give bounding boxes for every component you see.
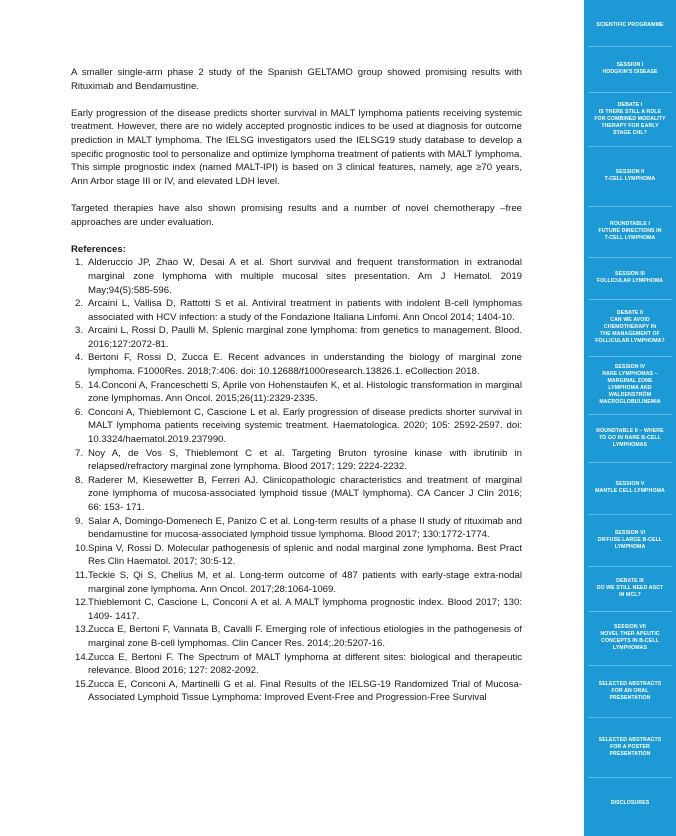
reference-text: Teckie S, Qi S, Chelius M, et al. Long-term outcome of 487 patients with early-stage extra-nodal marginal zone lymphoma. Ann Oncol. 2017;28:1064-1069. <box>88 569 522 595</box>
sidebar-nav-item[interactable] <box>584 93 676 145</box>
sidebar-nav-line: FOR A POSTER <box>610 743 650 750</box>
sidebar-nav-line: ROUNDTABLE II – WHERE <box>596 427 664 434</box>
reference-number: 1. <box>75 257 84 269</box>
sidebar-nav-line: SESSION VI <box>614 529 646 536</box>
sidebar-nav-line: DEBATE I <box>617 101 643 108</box>
reference-number: 12. <box>75 597 89 609</box>
sidebar-nav-line: STAGE CHL? <box>613 129 647 136</box>
reference-text: Zucca E, Bertoni F. The Spectrum of MALT lymphoma at different sites: biological and therapeutic relevance. Blood 2016; 127: 2082-2092. <box>88 651 522 677</box>
sidebar-nav-label <box>595 737 666 758</box>
sidebar-nav-line: FOR COMBINED MODALITY <box>594 115 666 122</box>
sidebar-nav-label <box>590 102 669 137</box>
reference-item <box>71 569 522 596</box>
sidebar-nav-label <box>594 530 666 551</box>
sidebar-nav-line: SESSION VII <box>614 624 646 630</box>
sidebar-nav-label <box>593 578 668 599</box>
reference-item <box>71 515 522 542</box>
sidebar-nav-item[interactable] <box>584 147 676 205</box>
paragraph: Targeted therapies have also shown promising results and a number of novel chemotherapy –free approaches are under evaluation. <box>71 202 522 228</box>
sidebar-nav-line: ROUNDTABLE I <box>609 221 650 227</box>
sidebar-nav-label <box>592 428 667 449</box>
sidebar-nav-item[interactable] <box>584 300 676 355</box>
sidebar-nav-item[interactable] <box>584 666 676 716</box>
sidebar-navigation <box>584 0 676 836</box>
references-heading: References: <box>71 243 126 255</box>
reference-item <box>71 678 522 705</box>
sidebar-nav-item[interactable] <box>584 718 676 776</box>
reference-text: Salar A, Domingo-Domenech E, Panizo C et al. Long-term results of a phase II study of rituximab and bendamustine for mucosa-associated lymphoid tissue lymphoma. Blood 2017; 130:1772-1774. <box>88 515 522 541</box>
reference-text: Thieblemont C, Cascione L, Conconi A et al. A MALT lymphoma prognostic index. Blood 2017; 130: 1409- 1417. <box>88 597 522 622</box>
sidebar-nav-line: T-CELL LYMPHOMA <box>604 176 656 182</box>
sidebar-nav-label <box>594 221 665 242</box>
sidebar-nav-item[interactable] <box>584 415 676 461</box>
sidebar-nav-line: THE MANAGEMENT OF <box>600 331 660 337</box>
sidebar-nav-label <box>591 481 669 495</box>
sidebar-nav-line: SESSION III <box>615 271 645 277</box>
sidebar-nav-line: MARGINAL ZONE <box>607 378 653 384</box>
reference-number: 4. <box>75 352 84 364</box>
sidebar-nav-line: DISCLOSURES <box>610 799 650 806</box>
sidebar-nav-line: FOR AN ORAL <box>611 687 649 694</box>
reference-text: 14.Conconi A, Franceschetti S, Aprile von Hohenstaufen K, et al. Histologic transformation in marginal zone lymphomas. Ann Oncol. 2015;26(11):2329-2335. <box>88 379 522 405</box>
reference-text: Zucca E, Conconi A, Martinelli G et al. Final Results of the IELSG-19 Randomized Trial of Mucosa-Associated Lymphoid Tissue Lymphoma: Improved Event-Free and Progression-Free Survival <box>88 678 522 704</box>
sidebar-nav-line: SESSION IV <box>614 364 646 370</box>
sidebar-nav-line: CONCEPTS IN B-CELL <box>601 638 659 644</box>
sidebar-nav-item[interactable] <box>584 612 676 664</box>
reference-text: Noy A, de Vos S, Thieblemont C et al. Targeting Bruton tyrosine kinase with ibrutinib in relapsed/refractory marginal zone lymphoma. Blood 2017; 129: 2224-2232. <box>88 447 522 473</box>
sidebar-nav-line: IS THERE STILL A ROLE <box>598 108 662 115</box>
reference-item <box>71 623 522 650</box>
sidebar-nav-line: DO WE STILL NEED ASCT <box>596 585 664 591</box>
sidebar-nav-line: T-CELL LYMPHOMA <box>604 235 656 241</box>
sidebar-nav-label <box>595 364 664 406</box>
sidebar-nav-label <box>601 169 660 183</box>
reference-text: Alderuccio JP, Zhao W, Desai A et al. Short survival and frequent transformation in extranodal marginal zone lymphoma with multiple mucosal sites presentation. Am J Hematol. 2019 May;94(5):585-596. <box>88 257 522 296</box>
sidebar-nav-label <box>592 22 667 29</box>
reference-item <box>71 256 522 297</box>
sidebar-nav-line: CAN WE AVOID <box>610 317 650 323</box>
sidebar-nav-line: NOVEL THER APEUTIC <box>600 631 660 637</box>
reference-number: 2. <box>75 298 84 310</box>
reference-item <box>71 596 522 623</box>
reference-number: 15. <box>75 678 89 690</box>
reference-item <box>71 406 522 447</box>
sidebar-nav-line: WALDENSTRÖM <box>608 392 652 398</box>
sidebar-nav-item[interactable] <box>584 258 676 298</box>
sidebar-nav-label <box>591 310 669 345</box>
reference-text: Arcaini L, Rossi D, Paulli M. Splenic marginal zone lymphoma: from genetics to management. Blood. 2016;127:2072-81. <box>88 325 522 350</box>
sidebar-nav-line: PRESENTATION <box>609 750 651 757</box>
reference-item <box>71 324 522 351</box>
reference-item <box>71 351 522 378</box>
sidebar-nav-line: RARE LYMPHOMAS – <box>602 371 658 377</box>
sidebar-nav-line: SESSION I <box>616 62 644 68</box>
reference-number: 7. <box>75 447 84 459</box>
reference-text: Bertoni F, Rossi D, Zucca E. Recent advances in understanding the biology of marginal zone lymphoma. F1000Res. 2018;7:406. doi: 10.12688/f1000research.13826.1. eCollection 2018. <box>88 352 522 378</box>
sidebar-nav-line: SELECTED ABSTRACTS <box>598 680 662 687</box>
reference-number: 8. <box>75 474 84 486</box>
reference-number: 5. <box>75 379 84 391</box>
reference-item <box>71 542 522 569</box>
reference-item <box>71 447 522 474</box>
sidebar-nav-label <box>596 624 663 652</box>
reference-number: 14. <box>75 651 89 663</box>
reference-number: 9. <box>75 515 84 527</box>
sidebar-nav-line: DEBATE II <box>616 310 644 316</box>
sidebar-nav-line: LYMPHOMAS <box>612 441 648 448</box>
sidebar-nav-line: SELECTED ABSTRACTS <box>598 736 662 743</box>
reference-item <box>71 297 522 324</box>
sidebar-nav-line: FUTURE DIRECTIONS IN <box>598 228 662 234</box>
sidebar-nav-item[interactable] <box>584 207 676 256</box>
sidebar-nav-item[interactable] <box>584 567 676 610</box>
sidebar-nav-line: LYMPHOMAS <box>612 645 648 651</box>
sidebar-nav-item[interactable] <box>584 778 676 828</box>
sidebar-nav-line: PRESENTATION <box>609 694 651 701</box>
sidebar-nav-line: MACROGLOBULINEMIA <box>599 399 661 405</box>
reference-text: Arcaini L, Vallisa D, Rattotti S et al. Antiviral treatment in patients with indolent B-cell lymphomas associated with HCV infection: a study of the Fondazione Italiana Linfomi. Ann Oncol 2014; 1404-10. <box>88 298 522 323</box>
reference-number: 10. <box>75 542 89 554</box>
sidebar-nav-line: THERAPY FOR EARLY <box>601 122 659 129</box>
sidebar-nav-line: FOLLICULAR LYMPHOMA <box>596 278 664 284</box>
sidebar-nav-line: LYMPHOMA AND <box>608 385 652 391</box>
sidebar-nav-line: SESSION II <box>615 169 645 175</box>
sidebar-nav-label <box>595 681 666 702</box>
sidebar-nav-line: IN MCL? <box>619 592 641 598</box>
sidebar-nav-line: DIFFUSE LARGE B-CELL <box>597 536 663 543</box>
document-body <box>71 66 522 705</box>
sidebar-nav-item[interactable] <box>584 515 676 565</box>
sidebar-nav-line: HODGKIN'S DISEASE <box>602 69 658 75</box>
reference-number: 6. <box>75 406 84 418</box>
reference-text: Raderer M, Kiesewetter B, Ferreri AJ. Clinicopathologic characteristics and treatment of marginal zone lymphoma of mucosa-associated lymphoid tissue (MALT lymphoma). CA Cancer J Clin 2016; 66: 153- 171. <box>88 474 522 513</box>
reference-text: Zucca E, Bertoni F, Vannata B, Cavalli F. Emerging role of infectious etiologies in the pathogenesis of marginal zone B-cell lymphomas. Clin Cancer Res. 2014;.20:5207-16. <box>88 624 522 649</box>
references-list <box>71 256 522 705</box>
reference-number: 3. <box>75 325 84 337</box>
sidebar-nav-line: SCIENTIFIC PROGRAMME <box>596 21 664 28</box>
sidebar-nav-line: MANTLE CELL LYMPHOMA <box>595 488 665 494</box>
sidebar-nav-line: DEBATE III <box>616 578 644 584</box>
sidebar-nav-line: TO GO IN RARE B-CELL <box>599 434 661 441</box>
reference-text: Spina V, Rossi D. Molecular pathogenesis of splenic and nodal marginal zone lymphoma. Best Pract Res Clin Haematol. 2017; 30:5-12. <box>88 542 522 568</box>
sidebar-nav-line: LYMPHOMA <box>614 543 646 550</box>
sidebar-nav-line: FOLLICULAR LYMPHOMA? <box>595 338 665 344</box>
sidebar-nav-item[interactable] <box>584 463 676 513</box>
reference-number: 11. <box>75 569 88 581</box>
sidebar-nav-label <box>593 271 667 285</box>
sidebar-nav-label <box>598 62 661 76</box>
sidebar-nav-line: SESSION V <box>615 481 645 487</box>
reference-item <box>71 474 522 515</box>
reference-number: 13. <box>75 624 89 636</box>
reference-text: Conconi A, Thieblemont C, Cascione L et al. Early progression of disease predicts shorter survival in MALT lymphoma patients receiving systemic treatment. Haematologica. 2020; 105: 2592-2597. doi: 10.3324/haematol.2019.237990. <box>88 406 522 446</box>
reference-item <box>71 379 522 406</box>
sidebar-nav-item[interactable] <box>584 5 676 45</box>
paragraph: A smaller single-arm phase 2 study of the Spanish GELTAMO group showed promising results with Rituximab and Bendamustine. <box>71 67 522 92</box>
sidebar-nav-item[interactable] <box>584 47 676 91</box>
sidebar-nav-item[interactable] <box>584 357 676 413</box>
sidebar-nav-line: CHEMOTHERAPY IN <box>603 324 657 330</box>
sidebar-nav-label <box>607 800 654 807</box>
reference-item <box>71 651 522 678</box>
paragraph: Early progression of the disease predicts shorter survival in MALT lymphoma patients receiving systemic treatment. However, there are no widely accepted prognostic indices to be used at diagnosis for outcome prediction in MALT lymphoma. The IELSG investigators used the IELSG19 study database to develop a specific prognostic tool to personalize and optimize lymphoma treatment of patients with MALT lymphoma. This simple prognostic index (named MALT-IPI) is based on 3 clinical features, namely, age ≥70 years, Ann Arbor stage III or IV, and elevated LDH level. <box>71 107 522 187</box>
